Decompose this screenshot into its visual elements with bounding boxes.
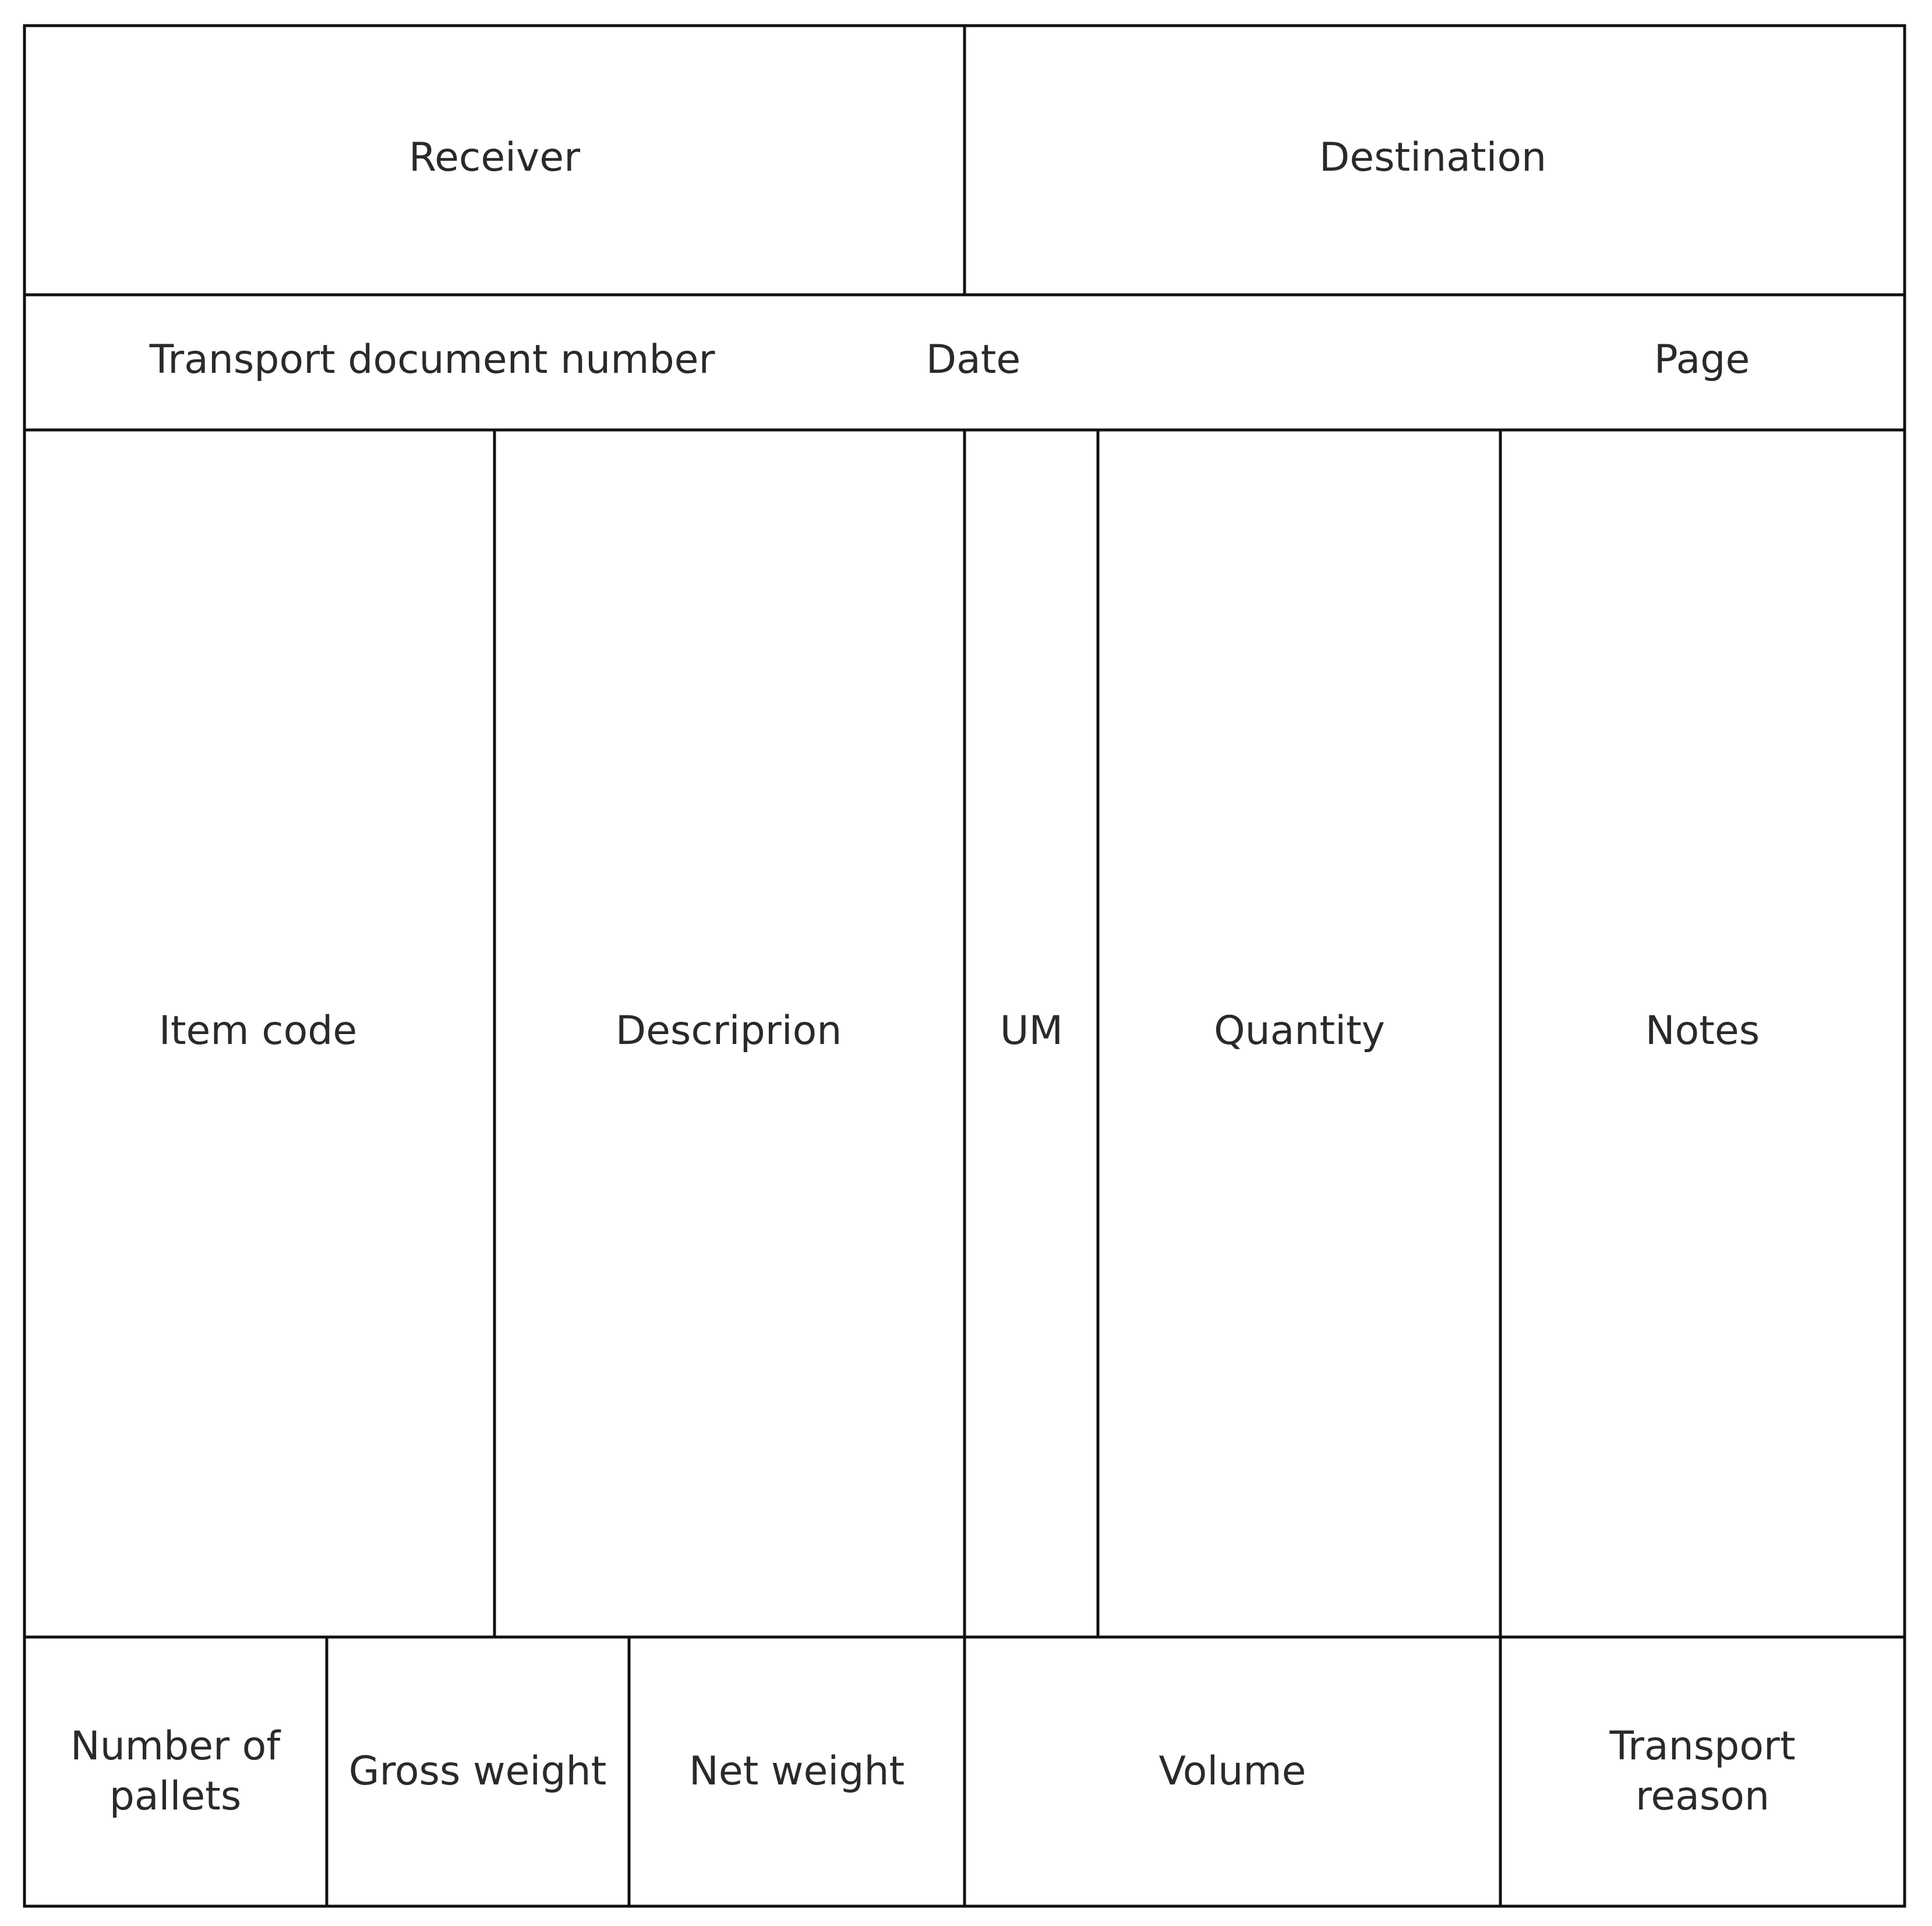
transport-document-number-label: Transport document number: [149, 337, 715, 383]
quantity-label: Quantity: [1214, 1008, 1385, 1054]
item-code-label: Item code: [158, 1008, 358, 1054]
um-label: UM: [999, 1008, 1064, 1054]
destination-label: Destination: [1319, 135, 1547, 181]
transport-reason-label: Transport reason: [1609, 1723, 1796, 1819]
description-label: Descriprion: [615, 1008, 842, 1054]
receiver-label: Receiver: [408, 135, 581, 181]
page-label: Page: [1654, 337, 1750, 383]
notes-label: Notes: [1645, 1008, 1760, 1054]
date-label: Date: [926, 337, 1021, 383]
net-weight-label: Net weight: [688, 1748, 905, 1794]
number-of-pallets-label: Number of pallets: [70, 1723, 281, 1819]
gross-weight-label: Gross weight: [348, 1748, 607, 1794]
volume-label: Volume: [1159, 1748, 1306, 1794]
